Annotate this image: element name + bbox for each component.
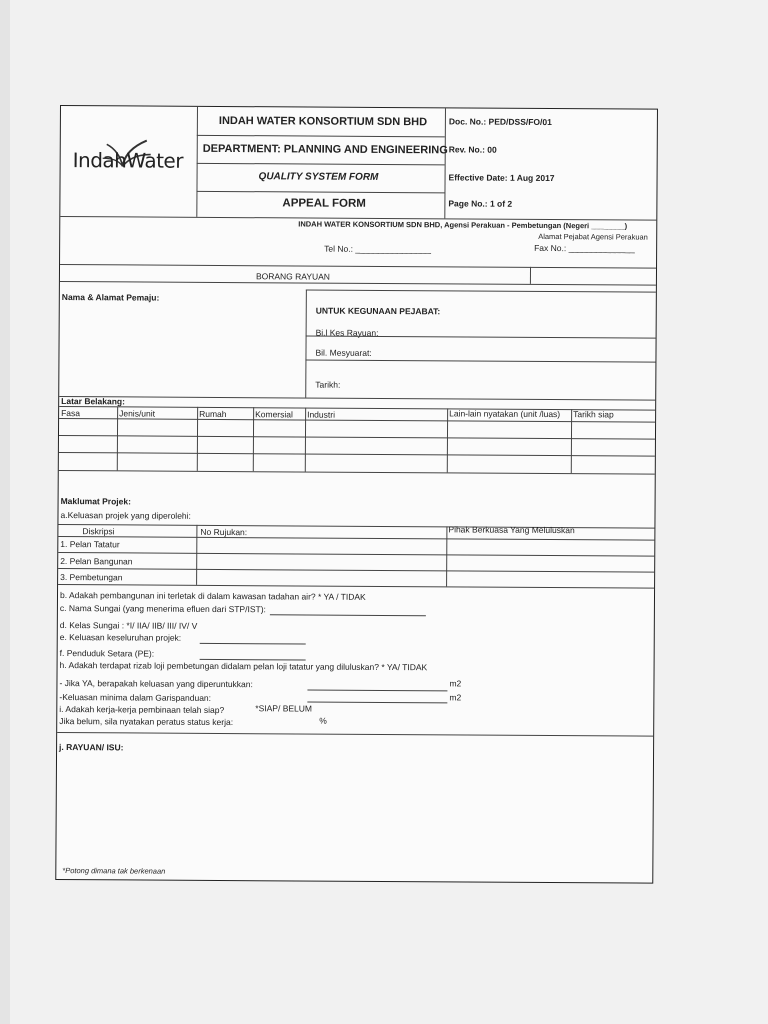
office-use-divider	[305, 290, 307, 398]
bg-row-line	[59, 418, 655, 423]
office-top-line	[306, 290, 656, 293]
col-pihak-berkuasa: Pihak Berkuasa Yang Meluluskan	[448, 524, 575, 536]
row-pelan-tatatur: 1. Pelan Tatatur	[60, 539, 120, 550]
project-title: Maklumat Projek:	[60, 496, 132, 507]
proj-row-line	[58, 568, 654, 573]
sungai-input-line[interactable]	[270, 614, 426, 616]
scan-edge	[0, 0, 10, 1024]
siap-belum-option[interactable]: *SIAP/ BELUM	[255, 703, 313, 714]
question-b: b. Adakah pembangunan ini terletak di dalam kawasan tadahan air? * YA / TIDAK	[59, 590, 366, 602]
bg-row-line	[59, 470, 655, 475]
row-pelan-bangunan: 2. Pelan Bangunan	[60, 556, 133, 567]
rayuan-title: j. RAYUAN/ ISU:	[59, 742, 124, 753]
col-fasa: Fasa	[61, 408, 81, 419]
question-d: d. Kelas Sungai : *I/ IIA/ IIB/ III/ IV/ V	[59, 620, 198, 631]
bg-col-line	[117, 406, 118, 470]
tel-field[interactable]: Tel No.: ________________	[324, 243, 431, 255]
col-diskripsi: Diskripsi	[82, 526, 115, 537]
header-divider	[444, 108, 446, 218]
applicant-label: Nama & Alamat Pemaju:	[61, 292, 160, 303]
bg-col-line	[305, 408, 306, 472]
bg-row-line	[59, 452, 655, 457]
agency-office: Alamat Pejabat Agensi Perakuan	[538, 231, 648, 242]
appeal-form-sheet	[55, 105, 658, 884]
col-jenis-unit: Jenis/unit	[119, 408, 156, 419]
bg-col-line	[571, 409, 572, 473]
fax-field[interactable]: Fax No.: ______________	[534, 242, 635, 254]
unit-m2: m2	[449, 678, 462, 689]
percent-sign: %	[319, 715, 327, 726]
question-e: e. Keluasan keseluruhan projek:	[59, 632, 182, 643]
minima-input-line[interactable]	[307, 702, 447, 704]
unit-m2: m2	[449, 692, 462, 703]
header-row-line	[196, 191, 444, 194]
company-name: INDAH WATER KONSORTIUM SDN BHD	[218, 114, 428, 129]
form-title: APPEAL FORM	[282, 197, 366, 210]
col-industri: Industri	[307, 409, 336, 420]
form-type: QUALITY SYSTEM FORM	[258, 171, 379, 183]
proj-col-line	[446, 526, 447, 586]
col-rumah: Rumah	[199, 408, 227, 420]
question-c: c. Nama Sungai (yang menerima efluen dari STP/IST):	[59, 603, 266, 615]
proj-col-line	[196, 525, 197, 585]
bg-col-line	[253, 407, 254, 471]
kes-rayuan-field[interactable]: Bi.l Kes Rayuan:	[315, 327, 379, 338]
tarikh-field[interactable]: Tarikh:	[315, 379, 341, 390]
agency-line: INDAH WATER KONSORTIUM SDN BHD, Agensi Perakuan - Pembetungan (Negeri ________)	[298, 219, 628, 231]
header-divider	[196, 107, 198, 217]
effective-date: Effective Date: 1 Aug 2017	[448, 172, 555, 184]
applicant-bottom-line	[59, 396, 655, 401]
borang-divider	[530, 267, 531, 284]
proj-table-bottom	[58, 584, 654, 589]
rev-no: Rev. No.: 00	[448, 144, 497, 155]
ya-input-line[interactable]	[307, 690, 447, 692]
col-komersial: Komersial	[255, 409, 293, 420]
row-pembetungan: 3. Pembetungan	[60, 572, 123, 583]
question-h: h. Adakah terdapat rizab loji pembetungan didalam pelan loji tatatur yang diluluskan? * YA/ TIDAK	[59, 660, 428, 673]
logo-text: IndahWater	[72, 148, 184, 173]
office-row-line	[305, 360, 655, 363]
agency-bottom-line	[60, 264, 656, 269]
question-minima: -Keluasan minima dalam Garispanduan:	[59, 692, 212, 703]
rayuan-top-line	[57, 732, 653, 737]
keluasan-input-line[interactable]	[200, 643, 306, 645]
header-row-line	[197, 163, 445, 166]
mesyuarat-field[interactable]: Bil. Mesyuarat:	[315, 347, 372, 358]
doc-no: Doc. No.: PED/DSS/FO/01	[448, 116, 552, 128]
col-no-rujukan: No Rujukan:	[200, 526, 248, 538]
background-title: Latar Belakang:	[61, 396, 126, 407]
col-lain-lain: Lain-lain nyatakan (unit /luas)	[449, 408, 561, 420]
question-i: i. Adakah kerja-kerja pembinaan telah siap?	[59, 704, 225, 716]
borang-bottom-line	[60, 281, 656, 286]
borang-title: BORANG RAYUAN	[255, 271, 330, 282]
bg-row-line	[59, 435, 655, 440]
footnote: *Potong dimana tak berkenaan	[62, 866, 166, 876]
col-tarikh-siap: Tarikh siap	[573, 409, 614, 420]
question-f: f. Penduduk Setara (PE):	[59, 648, 155, 659]
header-row-line	[197, 135, 445, 138]
proj-row-line	[58, 552, 654, 557]
proj-row-line	[58, 536, 654, 541]
page-no: Page No.: 1 of 2	[448, 198, 513, 209]
project-area-line: a.Keluasan projek yang diperolehi:	[60, 510, 191, 521]
department-name: DEPARTMENT: PLANNING AND ENGINEERING	[202, 142, 448, 157]
bg-col-line	[447, 408, 448, 472]
question-belum: Jika belum, sila nyatakan peratus status kerja:	[59, 716, 234, 728]
question-ya: - Jika YA, berapakah keluasan yang diperuntukkan:	[59, 678, 253, 690]
bg-col-line	[197, 407, 198, 471]
office-use-title: UNTUK KEGUNAAN PEJABAT:	[315, 305, 441, 317]
